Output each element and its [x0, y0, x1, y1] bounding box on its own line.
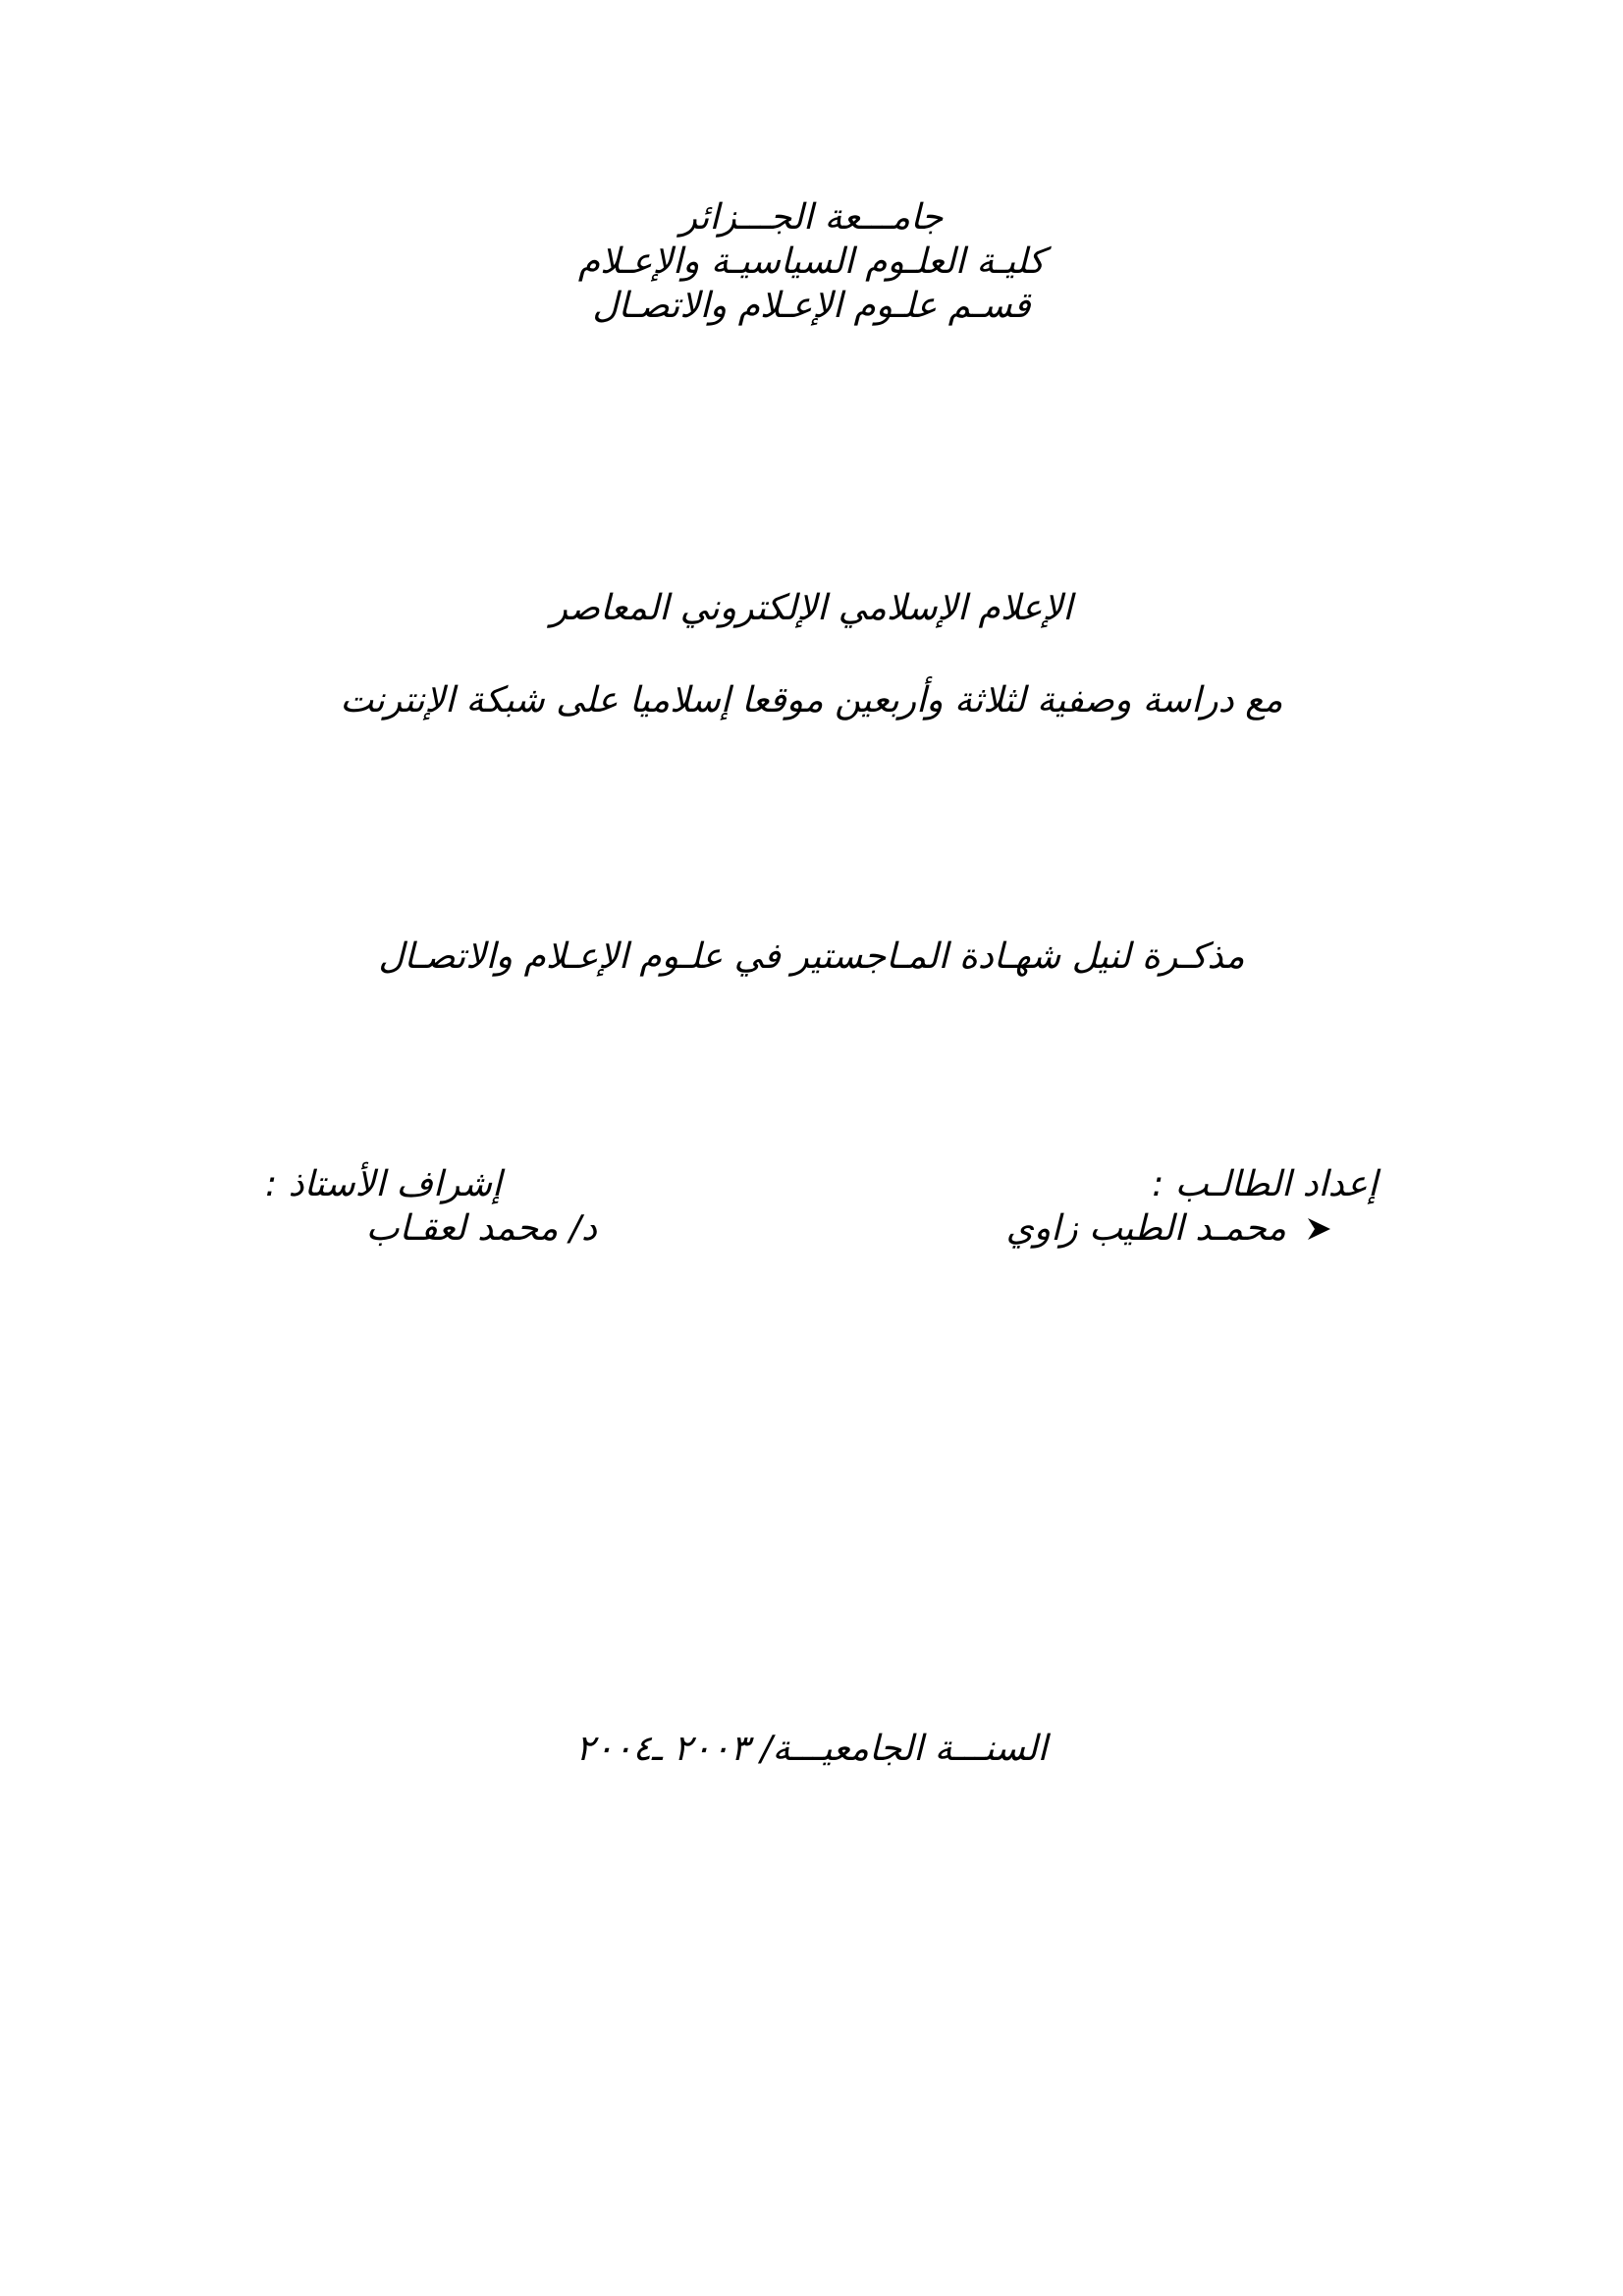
- arrow-bullet-icon: [1304, 1214, 1333, 1244]
- supervisor-label: إشراف الأستاذ :: [265, 1164, 502, 1204]
- thesis-title: الإعلام الإسلامي الإلكتروني المعاصر: [550, 588, 1073, 628]
- department-name: قسـم علـوم الإعـلام والاتصـال: [592, 286, 1031, 326]
- faculty-name: كليـة العلـوم السياسيـة والإعـلام: [577, 241, 1046, 282]
- student-label: إعداد الطالـب :: [1152, 1164, 1378, 1204]
- student-name-row: [1006, 1207, 1333, 1251]
- student-name: محمـد الطيب زاوي: [1005, 1208, 1286, 1249]
- supervisor-name: د/ محمد لعقـاب: [365, 1208, 597, 1249]
- academic-year: السنـــة الجامعيـــة/ ٢٠٠٣ ـ٢٠٠٤: [575, 1729, 1048, 1769]
- university-name: جامـــعة الجـــزائر: [679, 197, 944, 238]
- degree-statement: مذكـرة لنيل شهـادة المـاجستير في علـوم الإعـلام والاتصـال: [378, 936, 1245, 977]
- thesis-subtitle: مع دراسة وصفية لثلاثة وأربعين موقعا إسلاميا على شبكة الإنترنت: [340, 680, 1283, 721]
